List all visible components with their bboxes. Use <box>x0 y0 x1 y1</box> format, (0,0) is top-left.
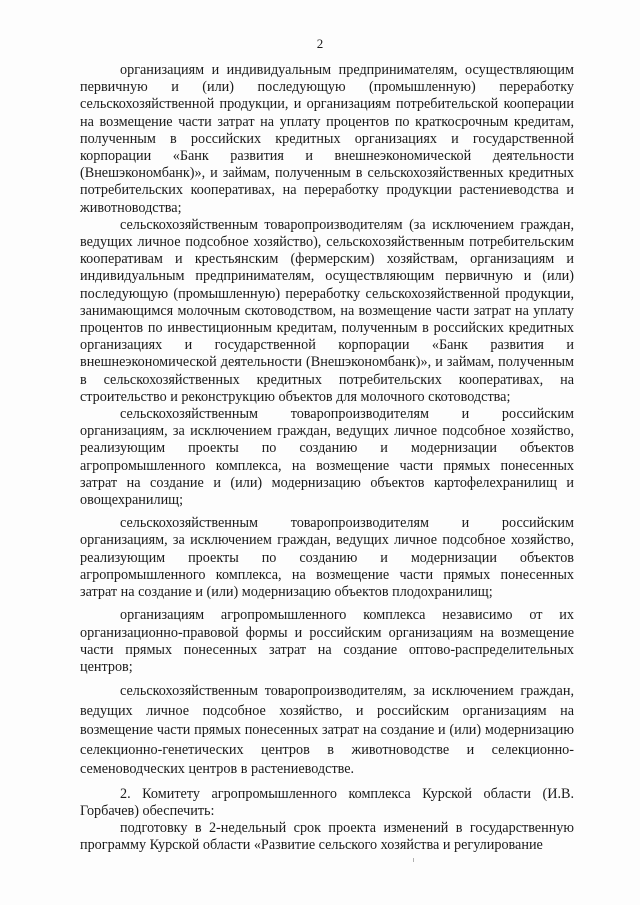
paragraph-wholesale-centers: организациям агропромышленного комплекса независимо от их организационно-правовой формы и российским организациям на возмещение части прямых понесенных затрат на создание оптово-распределительных центров; <box>80 607 574 675</box>
paragraph-program-amendment: подготовку в 2-недельный срок проекта изменений в государственную программу Курской области «Развитие сельского хозяйства и регулирование <box>80 820 574 854</box>
paragraph-potato-vegetable-storage: сельскохозяйственным товаропроизводителям и российским организациям, за исключением граждан, ведущих личное подсобное хозяйство, реализующим проекты по созданию и модернизации объектов агропромышленного комплекса, на возмещение части прямых понесенных затрат на создание и (или) модернизацию объектов картофелехранилищ и овощехранилищ; <box>80 406 574 509</box>
document-body <box>80 62 574 854</box>
paragraph-committee-instruction: 2. Комитету агропромышленного комплекса Курской области (И.В. Горбачев) обеспечить: <box>80 785 574 819</box>
page-number: 2 <box>316 36 324 51</box>
paragraph-dairy-farming: сельскохозяйственным товаропроизводителям (за исключением граждан, ведущих личное подсобное хозяйство), сельскохозяйственным потребительским кооперативам и крестьянским (фермерским) хозяйствам, организациям и индивидуальным предпринимателям, осуществляющим первичную и (или) последующую (промышленную) переработку сельскохозяйственной продукции, занимающимся молочным скотоводством, на возмещение части затрат на уплату процентов по инвестиционным кредитам, полученным в российских кредитных организациях и государственной корпорации «Банк развития и внешнеэкономической деятельности (Внешэкономбанк)», и займам, полученным в сельскохозяйственных кредитных потребительских кооперативах, на строительство и реконструкцию объектов для молочного скотоводства; <box>80 216 574 405</box>
paragraph-fruit-storage: сельскохозяйственным товаропроизводителям и российским организациям, за исключением граждан, ведущих личное подсобное хозяйство, реализующим проекты по созданию и модернизации объектов агропромышленного комплекса, на возмещение части прямых понесенных затрат на создание и (или) модернизацию объектов плодохранилищ; <box>80 515 574 601</box>
paragraph-processing-organizations: организациям и индивидуальным предпринимателям, осуществляющим первичную и (или) последующую (промышленную) переработку сельскохозяйственной продукции, и организациям потребительской кооперации на возмещение части затрат на уплату процентов по краткосрочным кредитам, полученным в российских кредитных организациях и государственной корпорации «Банк развития и внешнеэкономической деятельности (Внешэкономбанк)», и займам, полученным в сельскохозяйственных кредитных потребительских кооперативах, на переработку продукции растениеводства и животноводства; <box>80 62 574 216</box>
paragraph-breeding-centers: сельскохозяйственным товаропроизводителям, за исключением граждан, ведущих личное подсобное хозяйство, и российским организациям на возмещение части прямых понесенных затрат на создание и (или) модернизацию селекционно-генетических центров в животноводстве и селекционно-семеноводческих центров в растениеводстве. <box>80 683 574 778</box>
scan-speck <box>413 858 414 862</box>
